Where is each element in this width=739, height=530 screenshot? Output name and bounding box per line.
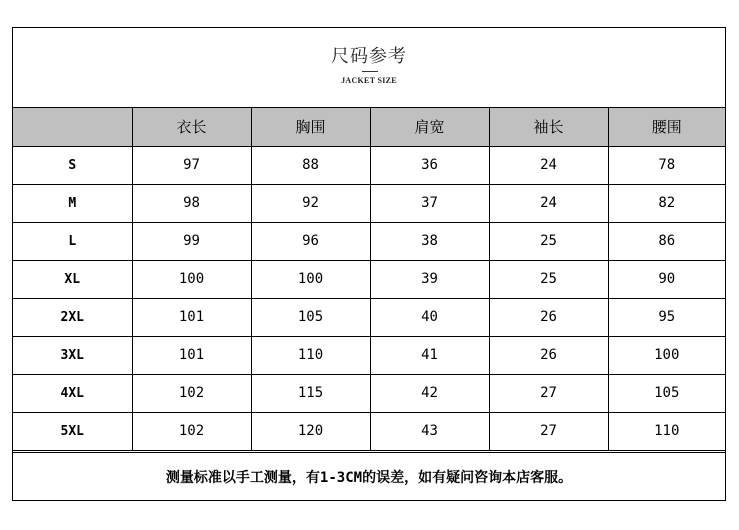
table-cell: 100	[251, 260, 370, 298]
table-row	[13, 374, 725, 412]
size-cell: L	[13, 222, 132, 260]
table-cell: 37	[370, 184, 489, 222]
table-cell: 26	[489, 298, 608, 336]
table-cell: 100	[132, 260, 251, 298]
table-cell: 24	[489, 184, 608, 222]
size-chart	[12, 27, 726, 501]
table-cell: 97	[132, 146, 251, 184]
table-cell: 99	[132, 222, 251, 260]
column-header: 衣长	[132, 108, 251, 146]
table-row	[13, 260, 725, 298]
chart-title: 尺码参考	[331, 46, 407, 67]
measurement-note: 测量标准以手工测量，有1-3CM的误差，如有疑问咨询本店客服。	[13, 452, 725, 500]
table-cell: 86	[608, 222, 725, 260]
column-header: 腰围	[608, 108, 725, 146]
table-cell: 102	[132, 412, 251, 450]
table-cell: 27	[489, 374, 608, 412]
table-cell: 27	[489, 412, 608, 450]
table-cell: 102	[132, 374, 251, 412]
table-cell: 36	[370, 146, 489, 184]
column-header: 袖长	[489, 108, 608, 146]
table-cell: 110	[251, 336, 370, 374]
table-cell: 42	[370, 374, 489, 412]
size-cell: 3XL	[13, 336, 132, 374]
table-cell: 115	[251, 374, 370, 412]
chart-header	[13, 28, 725, 108]
table-cell: 92	[251, 184, 370, 222]
table-cell: 100	[608, 336, 725, 374]
table-cell: 95	[608, 298, 725, 336]
table-cell: 78	[608, 146, 725, 184]
table-cell: 101	[132, 336, 251, 374]
table-cell: 40	[370, 298, 489, 336]
table-header-row	[13, 108, 725, 146]
size-cell: M	[13, 184, 132, 222]
size-cell: 4XL	[13, 374, 132, 412]
size-cell: 5XL	[13, 412, 132, 450]
table-cell: 41	[370, 336, 489, 374]
table-cell: 39	[370, 260, 489, 298]
table-cell: 101	[132, 298, 251, 336]
table-row	[13, 412, 725, 450]
size-table	[13, 108, 725, 451]
table-cell: 90	[608, 260, 725, 298]
table-cell: 88	[251, 146, 370, 184]
size-cell: S	[13, 146, 132, 184]
table-cell: 25	[489, 222, 608, 260]
table-row	[13, 336, 725, 374]
size-cell: 2XL	[13, 298, 132, 336]
column-header: 肩宽	[370, 108, 489, 146]
table-row	[13, 222, 725, 260]
table-cell: 105	[251, 298, 370, 336]
title-divider	[362, 71, 378, 72]
table-cell: 98	[132, 184, 251, 222]
table-row	[13, 184, 725, 222]
table-cell: 26	[489, 336, 608, 374]
table-row	[13, 146, 725, 184]
table-cell: 110	[608, 412, 725, 450]
chart-subtitle: JACKET SIZE	[341, 76, 397, 85]
table-cell: 38	[370, 222, 489, 260]
column-header: 胸围	[251, 108, 370, 146]
table-cell: 120	[251, 412, 370, 450]
column-header	[13, 108, 132, 146]
size-cell: XL	[13, 260, 132, 298]
table-row	[13, 298, 725, 336]
table-cell: 82	[608, 184, 725, 222]
table-cell: 43	[370, 412, 489, 450]
table-cell: 105	[608, 374, 725, 412]
table-cell: 25	[489, 260, 608, 298]
table-cell: 24	[489, 146, 608, 184]
table-cell: 96	[251, 222, 370, 260]
